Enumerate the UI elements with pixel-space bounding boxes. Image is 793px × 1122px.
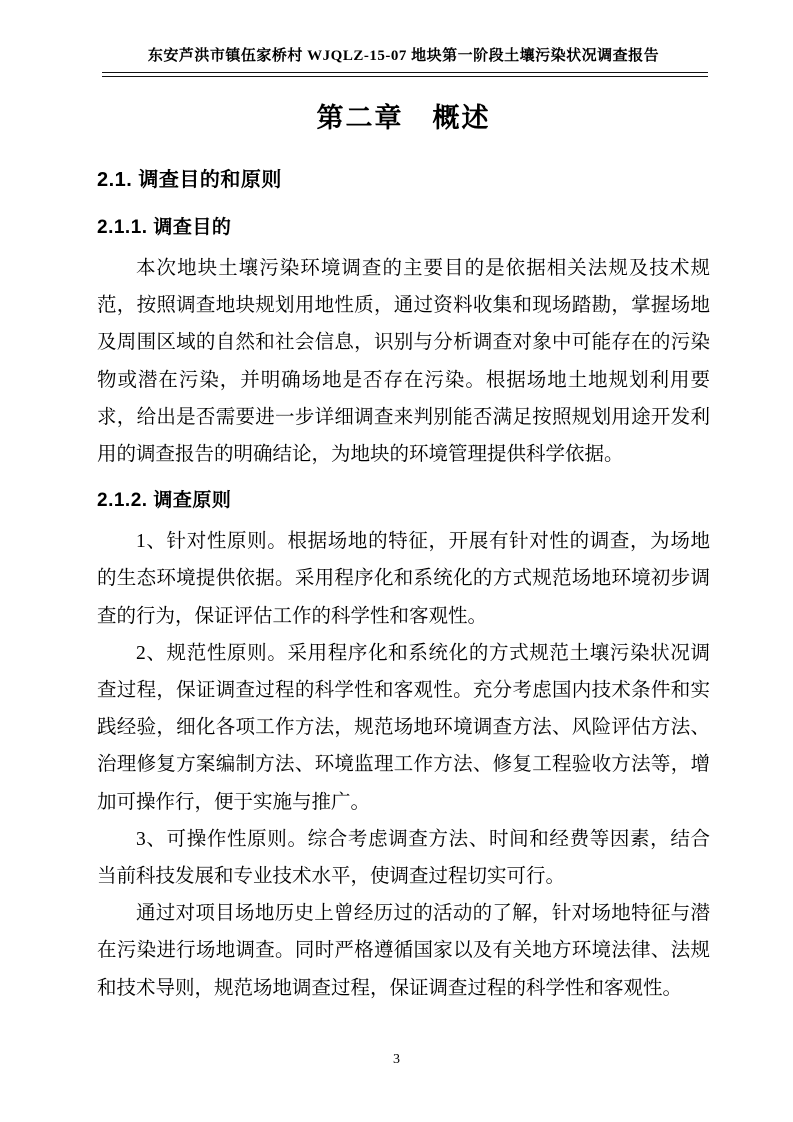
page-header-title: 东安芦洪市镇伍家桥村 WJQLZ-15-07 地块第一阶段土壤污染状况调查报告 [147,48,660,64]
page-content [97,92,710,1007]
section-heading-2-1: 2.1. 调查目的和原则 [97,169,282,191]
section-heading-2-1-1: 2.1.1. 调查目的 [97,217,232,238]
chapter-title: 第二章 概述 [316,103,491,133]
paragraph-principle-1: 1、针对性原则。根据场地的特征，开展有针对性的调查，为场地的生态环境提供依据。采用程序化和系统化的方式规范场地环境初步调查的行为，保证评估工作的科学性和客观性。 [97,531,710,627]
paragraph-principle-2: 2、规范性原则。采用程序化和系统化的方式规范土壤污染状况调查过程，保证调查过程的科学性和客观性。充分考虑国内技术条件和实践经验，细化各项工作方法，规范场地环境调查方法、风险评估方法、治理修复方案编制方法、环境监理工作方法、修复工程验收方法等，增加可操作行，便于实施与推广。 [97,642,710,813]
paragraph-principle-3: 3、可操作性原则。综合考虑调查方法、时间和经费等因素，结合当前科技发展和专业技术水平，使调查过程切实可行。 [97,828,710,888]
section-heading-2-1-2: 2.1.2. 调查原则 [97,490,232,512]
page-number: 3 [393,1052,400,1067]
paragraph-survey-purpose: 本次地块土壤污染环境调查的主要目的是依据相关法规及技术规范，按照调查地块规划用地性质，通过资料收集和现场踏勘，掌握场地及周围区域的自然和社会信息，识别与分析调查对象中可能存在的污染物或潜在污染，并明确场地是否存在污染。根据场地土地规划利用要求，给出是否需要进一步详细调查来判别能否满足按照规划用途开发利用的调查报告的明确结论，为地块的环境管理提供科学依据。 [97,258,710,466]
paragraph-history-note: 通过对项目场地历史上曾经历过的活动的了解，针对场地特征与潜在污染进行场地调查。同时严格遵循国家以及有关地方环境法律、法规和技术导则，规范场地调查过程，保证调查过程的科学性和客观性。 [97,903,710,999]
header-double-rule [102,72,708,77]
